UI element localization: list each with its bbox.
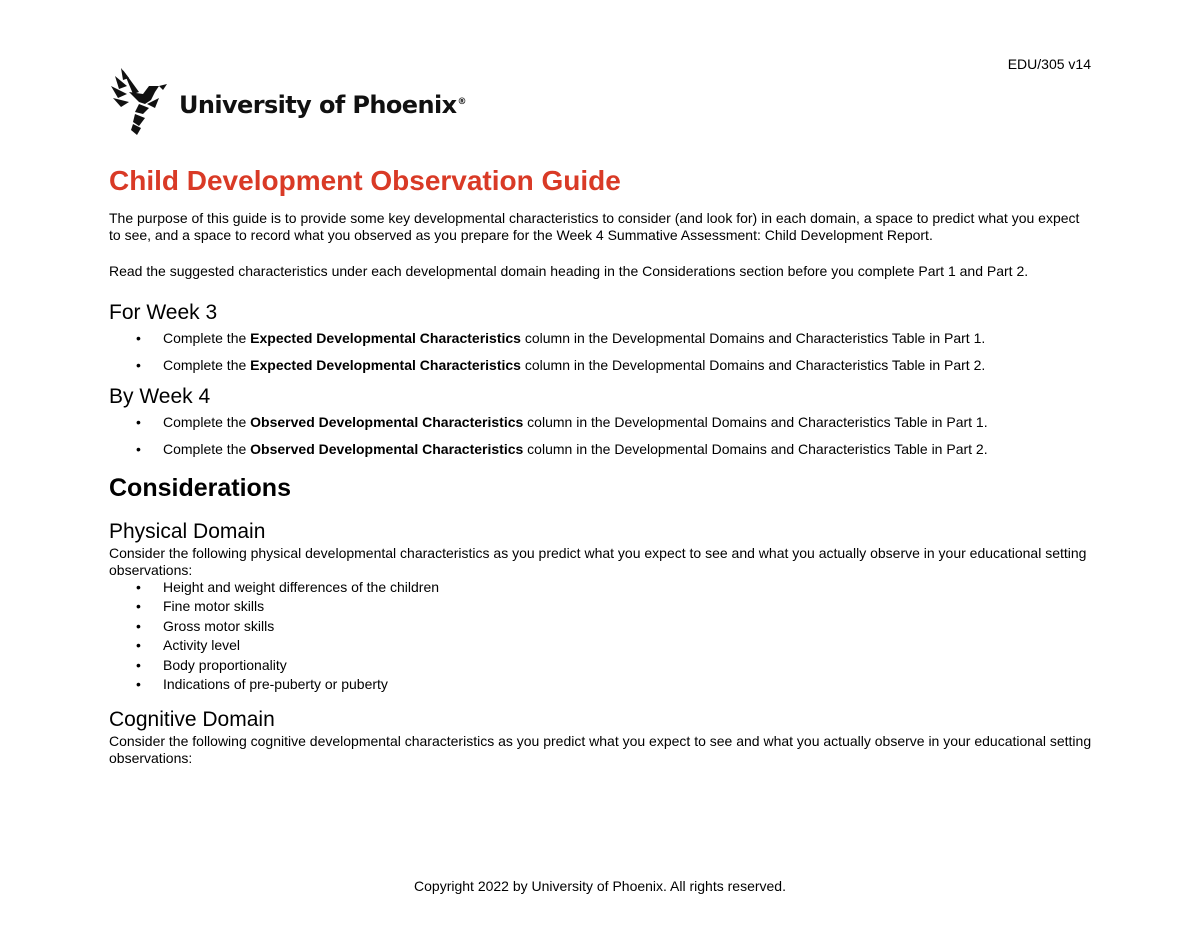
- course-code: EDU/305 v14: [1007, 56, 1091, 72]
- physical-domain-list: [109, 579, 1094, 693]
- week3-list: [109, 330, 1094, 374]
- cognitive-domain-intro: Consider the following cognitive developmental characteristics as you predict what you expect to see and what you actually observe in your educational setting observations:: [109, 732, 1092, 766]
- week4-heading: By Week 4: [109, 385, 211, 408]
- list-item: • Indications of pre-puberty or puberty: [109, 676, 1094, 693]
- list-item: • Gross motor skills: [109, 618, 1094, 635]
- physical-domain-heading: Physical Domain: [109, 520, 266, 543]
- phoenix-bird-icon: [109, 64, 175, 136]
- list-item: • Complete the Expected Developmental Characteristics column in the Developmental Domains and Characteristics Table in Part 1.: [109, 330, 1094, 347]
- list-item: • Height and weight differences of the children: [109, 579, 1094, 596]
- list-item: • Body proportionality: [109, 657, 1094, 674]
- university-logo: [109, 64, 466, 136]
- intro-paragraph: The purpose of this guide is to provide some key developmental characteristics to consider (and look for) in each domain, a space to predict what you expect to see, and a space to record what you observed as you prepare for the Week 4 Summative Assessment: Child Development Report.: [109, 210, 1080, 243]
- page-title: Child Development Observation Guide: [109, 165, 621, 196]
- instructions-paragraph: Read the suggested characteristics under each developmental domain heading in the Considerations section before you complete Part 1 and Part 2.: [109, 263, 1029, 279]
- physical-domain-intro: Consider the following physical developmental characteristics as you predict what you expect to see and what you actually observe in your educational setting observations:: [109, 545, 1087, 578]
- cognitive-domain-heading: Cognitive Domain: [109, 707, 275, 731]
- list-item: • Fine motor skills: [109, 598, 1094, 615]
- week3-heading: For Week 3: [109, 301, 218, 324]
- document-body: [109, 162, 1094, 767]
- list-item: • Complete the Observed Developmental Characteristics column in the Developmental Domains and Characteristics Table in Part 2.: [109, 441, 1094, 458]
- list-item: • Complete the Observed Developmental Characteristics column in the Developmental Domains and Characteristics Table in Part 1.: [109, 414, 1094, 431]
- list-item: • Complete the Expected Developmental Characteristics column in the Developmental Domains and Characteristics Table in Part 2.: [109, 357, 1094, 374]
- considerations-heading: Considerations: [109, 474, 291, 502]
- week4-list: [109, 414, 1094, 458]
- copyright-footer: Copyright 2022 by University of Phoenix. All rights reserved.: [414, 878, 786, 894]
- list-item: • Activity level: [109, 637, 1094, 654]
- logo-wordmark: University of Phoenix®: [179, 91, 466, 119]
